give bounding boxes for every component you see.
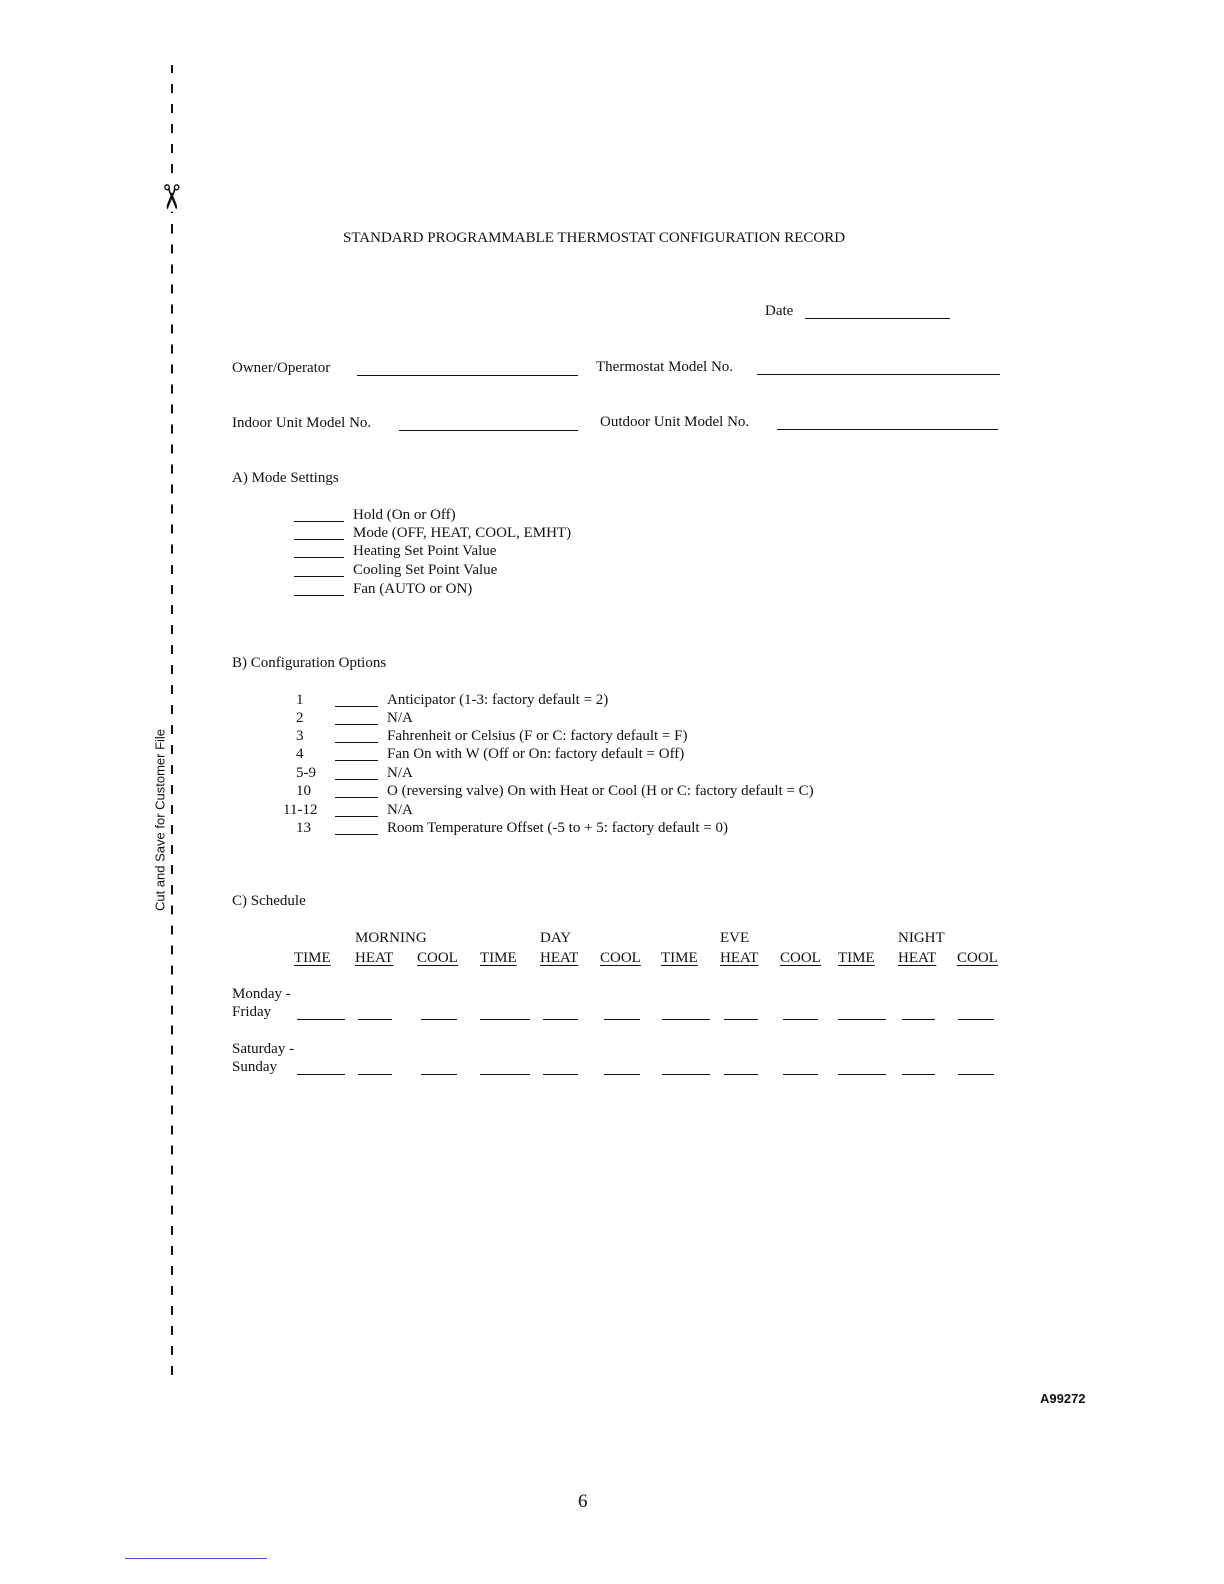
mode-setting-label: Heating Set Point Value xyxy=(353,543,497,559)
schedule-field[interactable] xyxy=(724,1019,758,1020)
option-label: Fan On with W (Off or On: factory default = Off) xyxy=(387,746,685,762)
date-field[interactable] xyxy=(805,318,950,319)
schedule-field[interactable] xyxy=(838,1074,886,1075)
column-header: COOL xyxy=(600,950,641,966)
section-c-heading: C) Schedule xyxy=(232,893,306,909)
thermostat-model-field[interactable] xyxy=(757,374,1000,375)
date-label: Date xyxy=(765,303,794,319)
mode-setting-label: Cooling Set Point Value xyxy=(353,562,498,578)
schedule-field[interactable] xyxy=(604,1019,640,1020)
divider xyxy=(125,1558,267,1559)
schedule-field[interactable] xyxy=(297,1074,345,1075)
section-a-heading: A) Mode Settings xyxy=(232,470,339,486)
option-label: N/A xyxy=(387,710,413,726)
option-number: 11-12 xyxy=(283,802,318,818)
schedule-field[interactable] xyxy=(958,1019,994,1020)
mode-setting-field[interactable] xyxy=(294,576,344,577)
schedule-field[interactable] xyxy=(543,1074,578,1075)
section-b-heading: B) Configuration Options xyxy=(232,655,387,671)
option-field[interactable] xyxy=(335,797,378,798)
option-number: 2 xyxy=(296,710,304,726)
option-number: 4 xyxy=(296,746,304,762)
schedule-field[interactable] xyxy=(724,1074,758,1075)
option-number: 3 xyxy=(296,728,304,744)
schedule-row-label: Monday - xyxy=(232,986,291,1002)
column-header: TIME xyxy=(838,950,875,966)
option-label: O (reversing valve) On with Heat or Cool (H or C: factory default = C) xyxy=(387,783,814,799)
option-number: 13 xyxy=(296,820,311,836)
figure-code: A99272 xyxy=(1040,1391,1086,1406)
schedule-field[interactable] xyxy=(902,1019,935,1020)
column-header: TIME xyxy=(294,950,331,966)
mode-setting-field[interactable] xyxy=(294,557,344,558)
option-number: 10 xyxy=(296,783,311,799)
column-header: TIME xyxy=(661,950,698,966)
mode-setting-field[interactable] xyxy=(294,539,344,540)
option-label: Fahrenheit or Celsius (F or C: factory default = F) xyxy=(387,728,688,744)
page-title: STANDARD PROGRAMMABLE THERMOSTAT CONFIGURATION RECORD xyxy=(343,230,846,246)
indoor-model-field[interactable] xyxy=(399,430,578,431)
period-header: EVE xyxy=(720,930,750,946)
scissors-icon: ✂ xyxy=(150,182,191,212)
owner-label: Owner/Operator xyxy=(232,360,331,376)
option-field[interactable] xyxy=(335,724,378,725)
cut-line xyxy=(171,65,173,1380)
cut-instruction: Cut and Save for Customer File xyxy=(152,728,168,912)
column-header: HEAT xyxy=(898,950,937,966)
period-header: DAY xyxy=(540,930,572,946)
column-header: COOL xyxy=(780,950,821,966)
period-header: MORNING xyxy=(355,930,427,946)
column-header: COOL xyxy=(957,950,998,966)
schedule-field[interactable] xyxy=(783,1019,818,1020)
option-label: N/A xyxy=(387,802,413,818)
option-field[interactable] xyxy=(335,760,378,761)
mode-setting-label: Fan (AUTO or ON) xyxy=(353,581,473,597)
schedule-field[interactable] xyxy=(604,1074,640,1075)
schedule-field[interactable] xyxy=(421,1074,457,1075)
option-field[interactable] xyxy=(335,834,378,835)
option-field[interactable] xyxy=(335,706,378,707)
schedule-field[interactable] xyxy=(662,1074,710,1075)
column-header: HEAT xyxy=(720,950,759,966)
option-field[interactable] xyxy=(335,779,378,780)
option-number: 5-9 xyxy=(296,765,316,781)
period-header: NIGHT xyxy=(898,930,945,946)
option-field[interactable] xyxy=(335,816,378,817)
schedule-row-label: Friday xyxy=(232,1004,272,1020)
mode-setting-field[interactable] xyxy=(294,595,344,596)
schedule-field[interactable] xyxy=(783,1074,818,1075)
schedule-field[interactable] xyxy=(358,1019,392,1020)
column-header: COOL xyxy=(417,950,458,966)
indoor-model-label: Indoor Unit Model No. xyxy=(232,415,372,431)
schedule-field[interactable] xyxy=(838,1019,886,1020)
option-label: Room Temperature Offset (-5 to + 5: factory default = 0) xyxy=(387,820,729,836)
schedule-field[interactable] xyxy=(480,1074,530,1075)
schedule-field[interactable] xyxy=(421,1019,457,1020)
schedule-field[interactable] xyxy=(358,1074,392,1075)
mode-setting-label: Mode (OFF, HEAT, COOL, EMHT) xyxy=(353,525,572,541)
option-label: N/A xyxy=(387,765,413,781)
mode-setting-label: Hold (On or Off) xyxy=(353,507,456,523)
schedule-field[interactable] xyxy=(297,1019,345,1020)
schedule-field[interactable] xyxy=(662,1019,710,1020)
mode-setting-field[interactable] xyxy=(294,521,344,522)
thermostat-model-label: Thermostat Model No. xyxy=(596,359,734,375)
outdoor-model-field[interactable] xyxy=(777,429,998,430)
column-header: HEAT xyxy=(540,950,579,966)
outdoor-model-label: Outdoor Unit Model No. xyxy=(600,414,750,430)
schedule-field[interactable] xyxy=(902,1074,935,1075)
option-number: 1 xyxy=(296,692,304,708)
option-label: Anticipator (1-3: factory default = 2) xyxy=(387,692,609,708)
schedule-field[interactable] xyxy=(958,1074,994,1075)
column-header: HEAT xyxy=(355,950,394,966)
schedule-row-label: Sunday xyxy=(232,1059,277,1075)
owner-field[interactable] xyxy=(357,375,578,376)
page-number: 6 xyxy=(578,1491,588,1512)
option-field[interactable] xyxy=(335,742,378,743)
schedule-field[interactable] xyxy=(480,1019,530,1020)
schedule-row-label: Saturday - xyxy=(232,1041,295,1057)
schedule-field[interactable] xyxy=(543,1019,578,1020)
column-header: TIME xyxy=(480,950,517,966)
